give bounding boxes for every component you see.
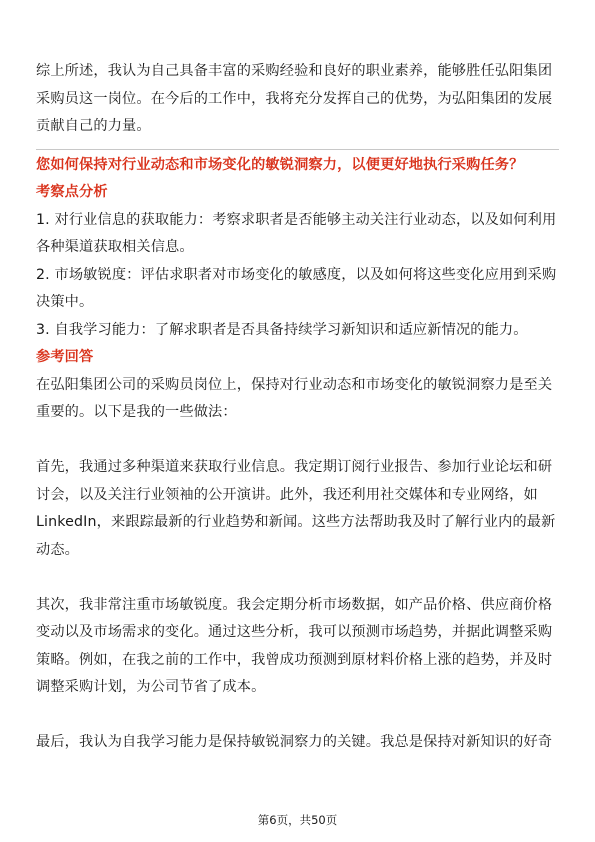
analysis-label: 考察点分析 [36, 184, 108, 200]
section-divider [36, 149, 559, 150]
answer-intro: 在弘阳集团公司的采购员岗位上，保持对行业动态和市场变化的敏锐洞察力是至关重要的。以下是我的一些做法： [36, 376, 553, 420]
answer-paragraph: 其次，我非常注重市场敏锐度。我会定期分析市场数据，如产品价格、供应商价格变动以及市场需求的变化。通过这些分析，我可以预测市场趋势，并据此调整采购策略。例如，在我之前的工作中，我曾成功预测到原材料价格上涨的趋势，并及时调整采购计划，为公司节省了成本。 [36, 596, 553, 695]
answer-paragraph: 最后，我认为自我学习能力是保持敏锐洞察力的关键。我总是保持对新知识的好奇 [36, 734, 553, 750]
conclusion-paragraph: 综上所述，我认为自己具备丰富的采购经验和良好的职业素养，能够胜任弘阳集团采购员这一岗位。在今后的工作中，我将充分发挥自己的优势，为弘阳集团的发展贡献自己的力量。 [36, 63, 553, 134]
analysis-item: 3. 自我学习能力：了解求职者是否具备持续学习新知识和适应新情况的能力。 [36, 321, 528, 338]
paragraph-gap [36, 427, 559, 455]
question-heading: 您如何保持对行业动态和市场变化的敏锐洞察力，以便更好地执行采购任务？ [36, 156, 524, 173]
paragraph-gap [36, 564, 559, 592]
analysis-item: 1. 对行业信息的获取能力：考察求职者是否能够主动关注行业动态，以及如何利用各种渠道获取相关信息。 [36, 211, 557, 255]
paragraph-gap [36, 702, 559, 730]
document-page [36, 58, 559, 757]
page-number: 第6页，共50页 [257, 813, 338, 827]
answer-paragraph: 首先，我通过多种渠道来获取行业信息。我定期订阅行业报告、参加行业论坛和研讨会，以及关注行业领袖的公开演讲。此外，我还利用社交媒体和专业网络，如LinkedIn，来跟踪最新的行业趋势和新闻。这些方法帮助我及时了解行业内的最新动态。 [36, 459, 556, 558]
analysis-item: 2. 市场敏锐度：评估求职者对市场变化的敏感度，以及如何将这些变化应用到采购决策中。 [36, 266, 557, 310]
answer-label: 参考回答 [36, 349, 94, 365]
